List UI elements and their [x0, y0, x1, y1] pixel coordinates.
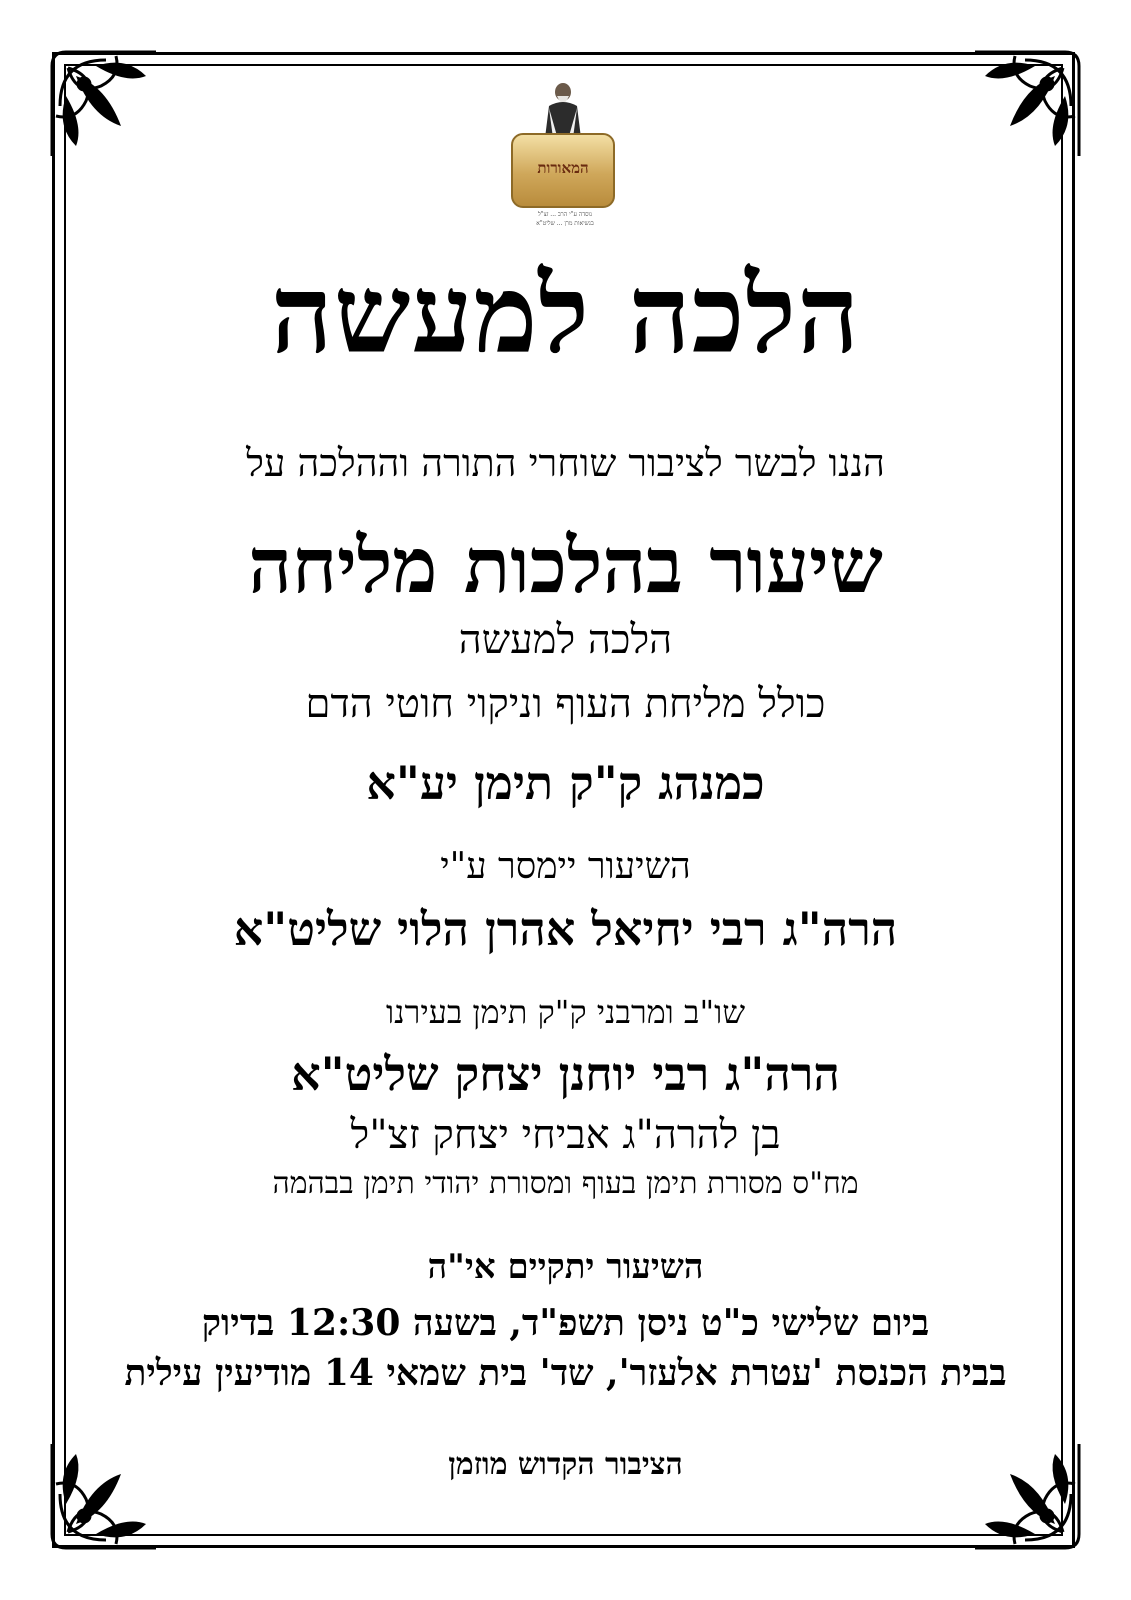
corner-ornament-icon: [46, 46, 164, 164]
rabbi-figure-icon: [539, 80, 587, 138]
logo-name: המאורות: [537, 159, 589, 177]
given-by-label: השיעור יימסר ע"י: [440, 846, 691, 887]
logo-tagline: נוסדה ע"י הרב ... זצ"ל: [538, 211, 592, 218]
lesson-subtitle: כולל מליחת העוף וניקוי חוטי הדם: [305, 681, 826, 727]
author-text: מח"ס מסורת תימן בעוף ומסורת יהודי תימן בבהמה: [272, 1166, 859, 1201]
event-time: ביום שלישי כ"ט ניסן תשפ"ד, בשעה 12:30 בדיוק: [201, 1302, 930, 1344]
custom-text: כמנהג ק"ק תימן יע"א: [366, 756, 765, 810]
organization-logo: [505, 78, 625, 233]
son-of-text: בן להרה"ג אביחי יצחק זצ"ל: [350, 1112, 781, 1158]
lesson-subject: שיעור בהלכות מליחה: [248, 521, 883, 610]
corner-ornament-icon: [967, 46, 1085, 164]
rabbi-name: הרה"ג רבי יוחנן יצחק שליט"א: [291, 1047, 840, 1101]
poster-title: הלכה למעשה: [270, 252, 861, 378]
invitation-text: הציבור הקדוש מוזמן: [448, 1447, 683, 1482]
event-title: השיעור יתקיים אי"ה: [427, 1247, 704, 1287]
logo-tagline: בנשיאות מרן ... שליט"א: [536, 220, 594, 227]
intro-text: הננו לבשר לציבור שוחרי התורה וההלכה על: [246, 441, 885, 485]
speaker-name: הרה"ג רבי יחיאל אהרן הלוי שליט"א: [233, 902, 898, 956]
speaker-role: שו"ב ומרבני ק"ק תימן בעירנו: [386, 993, 745, 1031]
event-location: בבית הכנסת 'עטרת אלעזר', שד' בית שמאי 14 מודיעין עילית: [124, 1352, 1007, 1394]
lesson-subtitle: הלכה למעשה: [458, 617, 673, 663]
